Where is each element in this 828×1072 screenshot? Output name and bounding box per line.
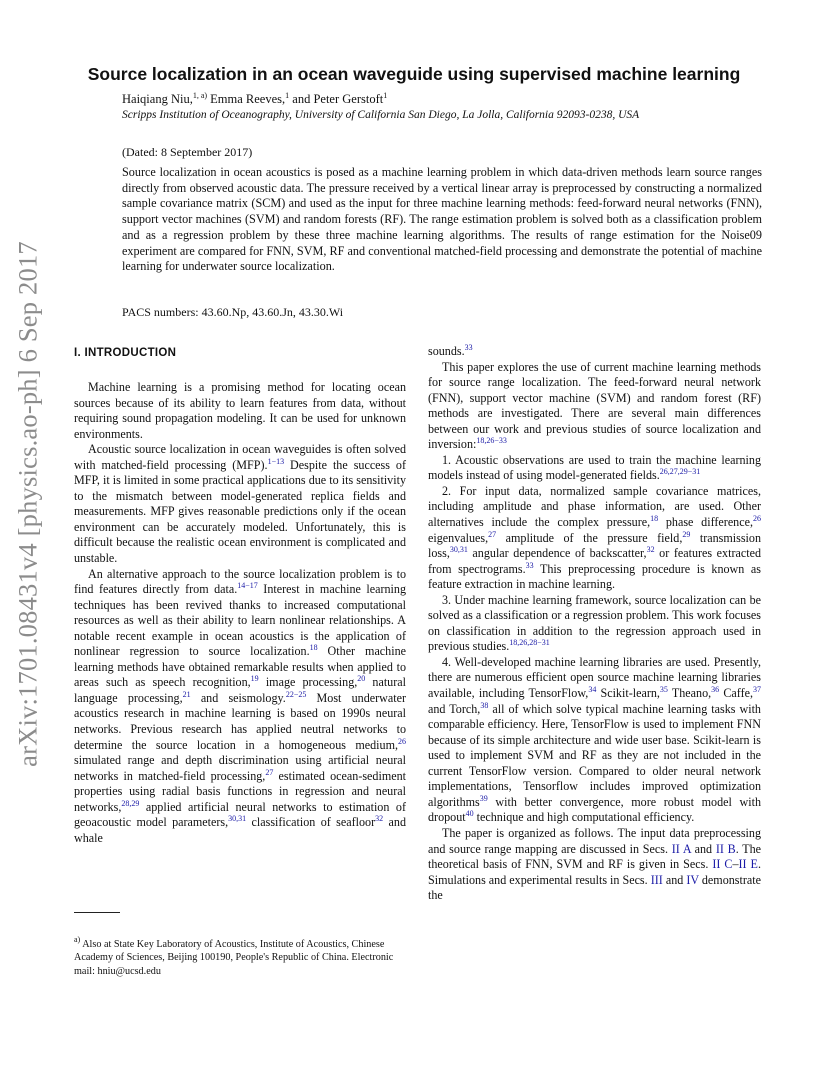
paragraph: 3. Under machine learning framework, source localization can be solved as a classification or a regression problem. This work focuses on classification in addition to the regression approach used in previous studies.$^{18,26,28-31}$: [428, 592, 761, 654]
citation[interactable]: 30,31: [449, 545, 468, 555]
citation[interactable]: 1−13: [267, 456, 285, 466]
paragraph: 1. Acoustic observations are used to train the machine learning models instead of using model-generated fields.$^{26,27,29-31}$: [428, 452, 761, 483]
author-name: and Peter Gerstoft: [289, 92, 384, 106]
citation[interactable]: 22−25: [285, 689, 307, 699]
citation[interactable]: 33: [464, 343, 473, 352]
citation[interactable]: 26,27,29−31: [659, 467, 701, 477]
author-list: [122, 92, 387, 107]
citation[interactable]: 26: [398, 736, 406, 746]
citation[interactable]: 18: [650, 514, 659, 524]
author-name: Emma Reeves,: [207, 92, 286, 106]
citation[interactable]: 32: [646, 545, 655, 555]
paragraph: 2. For input data, normalized sample covariance matrices, including amplitude and phase information, are used. Other alternatives include the complex pressure,$^{18}$ phase difference,$^{26}$ eigenvalues,$^{27}$ amplitude of the pressure field,$^{29}$ transmission loss,$^{30,31}$ angular dependence of backscatter,$^{32}$ or features extracted from spectrograms.$^{33}$ This preprocessing procedure is known as feature extraction in machine learning.: [428, 483, 761, 592]
paragraph: 4. Well-developed machine learning libraries are used. Presently, there are numerous efficient open source machine learning libraries available, including TensorFlow,$^{34}$ Scikit-learn,$^{35}$ Theano,$^{36}$ Caffe,$^{37}$ and Torch,$^{38}$ all of which solve typical machine learning tasks with comparable efficiency. Here, TensorFlow is used to implement FNN because of its simple architecture and wide user base. Scikit-learn is used to implement SVM and RF as they are not included in the current TensorFlow version. Compared to older neural network implementations, Tensorflow includes improved optimization algorithms$^{39}$ with better convergence, more robust model with dropout$^{40}$ technique and high computational efficiency.: [428, 654, 762, 825]
footnote: [74, 935, 406, 978]
paragraph: This paper explores the use of current machine learning methods for source range localization. The feed-forward neural network (FNN), support vector machine (SVM) and random forest (RF) methods are investigated. There are several main differences between our work and previous studies of source localization and inversion:$^{18,26-33}$: [428, 359, 761, 452]
arxiv-stamp-text: arXiv:1701.08431v4 [physics.ao-ph] 6 Sep 2017: [12, 241, 43, 767]
date-line: (Dated: 8 September 2017): [122, 145, 253, 159]
citation[interactable]: 37: [753, 685, 762, 695]
citation[interactable]: 28,29: [121, 798, 140, 808]
citation[interactable]: 26: [753, 514, 761, 524]
section-ref-link[interactable]: III: [650, 872, 663, 887]
paragraph: sounds.$^{33}$: [428, 343, 473, 358]
citation[interactable]: 14−17: [237, 581, 258, 591]
citation[interactable]: 33: [525, 560, 534, 570]
citation[interactable]: 30,31: [228, 814, 247, 824]
citation[interactable]: 27: [488, 529, 497, 539]
pacs-numbers: PACS numbers: 43.60.Np, 43.60.Jn, 43.30.Wi: [122, 305, 344, 319]
author-name: Haiqiang Niu,: [122, 92, 193, 106]
section-ref-link[interactable]: II A: [671, 841, 691, 856]
citation[interactable]: 19: [250, 674, 259, 684]
right-column: [428, 344, 761, 904]
citation[interactable]: 36: [711, 685, 720, 695]
paragraph: Machine learning is a promising method for locating ocean sources because of its ability to learn features from data, without requiring sound propagation modeling. It can be used for unknown environments.: [74, 380, 406, 441]
paragraph: Acoustic source localization in ocean waveguides is often solved with matched-field processing (MFP).$^{1-13}$ Despite the success of MFP, it is limited in some practical applications due to its sensitivity to the mismatch between model-generated replica fields and measurements. MFP gives reasonable predictions only if the ocean environment can be accurately modeled. Unfortunately, this is difficult because the realistic ocean environment is complicated and unstable.: [74, 442, 407, 566]
affil-mark: 1: [285, 91, 290, 100]
section-heading: I. INTRODUCTION: [74, 347, 177, 359]
citation[interactable]: 27: [265, 767, 274, 777]
paragraph: An alternative approach to the source localization problem is to find features directly from data.$^{14-17}$ Interest in machine learning techniques has been revived thanks to increased computational resources as well as their ability to learn nonlinear relationships. A notable recent example in ocean acoustics is the application of nonlinear regression to source localization.$^{18}$ Other machine learning methods have obtained remarkable results when applied to areas such as speech recognition,$^{19}$ image processing,$^{20}$ natural language processing,$^{21}$ and seismology.$^{22-25}$ Most underwater acoustics research in machine learning is based on 1990s neural networks. Previous research has applied neutral networks to determine the source location in a homogeneous medium,$^{26}$ simulated range and depth discrimination using artificial neural networks in matched-field processing,$^{27}$ estimated ocean-sediment properties using radial basis functions in regression and neural networks,$^{28,29}$ applied artificial neural networks to estimation of geoacoustic model parameters,$^{30,31}$ classification of seafloor$^{32}$ and whale: [74, 566, 407, 845]
citation[interactable]: 34: [588, 685, 597, 695]
citation[interactable]: 38: [480, 700, 489, 710]
affil-mark[interactable]: 1, a): [192, 91, 208, 100]
affiliation: Scripps Institution of Oceanography, University of California San Diego, La Jolla, California 92093-0238, USA: [122, 109, 640, 121]
footnote-mark: a): [74, 935, 81, 944]
citation[interactable]: 18,26−33: [476, 436, 507, 446]
footnote-rule: [74, 912, 120, 913]
arxiv-stamp: [10, 234, 46, 774]
affil-mark: 1: [383, 91, 388, 100]
abstract: Source localization in ocean acoustics is posed as a machine learning problem in which data-driven methods learn source ranges directly from observed acoustic data. The pressure received by a vertical linear array is preprocessed by constructing a normalized sample covariance matrix (SCM) and used as the input for three machine learning methods: feed-forward neural networks (FNN), support vector machines (SVM) and random forests (RF). The range estimation problem is solved both as a classification problem and as a regression problem by these three machine learning algorithms. The results of range estimation for the Noise09 experiment are compared for FNN, SVM, RF and conventional matched-field processing and demonstrate the potential of machine learning for underwater source localization.: [122, 165, 762, 274]
citation[interactable]: 32: [375, 814, 384, 824]
citation[interactable]: 40: [465, 809, 474, 819]
citation[interactable]: 18: [309, 643, 318, 653]
citation[interactable]: 39: [479, 793, 488, 803]
paper-title: Source localization in an ocean waveguide using supervised machine learning: [87, 64, 741, 84]
footnote-text: Also at State Key Laboratory of Acoustics, Institute of Acoustics, Chinese Academy of Sciences, Beijing 100190, People's Republic of China. Electronic mail: hniu@ucsd.edu: [74, 939, 394, 977]
citation[interactable]: 20: [357, 674, 366, 684]
section-ref-link[interactable]: II E: [738, 857, 758, 872]
citation[interactable]: 29: [682, 529, 691, 539]
citation[interactable]: 21: [182, 689, 191, 699]
citation[interactable]: 35: [659, 685, 668, 695]
left-column: [74, 380, 406, 846]
paragraph: The paper is organized as follows. The input data preprocessing and source range mapping are discussed in Secs. II A and II B. The theoretical basis of FNN, SVM and RF is given in Secs. II C–II E. Simulations and experimental results in Secs. III and IV demonstrate the: [428, 825, 762, 903]
section-ref-link[interactable]: II B: [715, 841, 736, 856]
section-ref-link[interactable]: IV: [686, 872, 699, 887]
section-ref-link[interactable]: II C: [712, 857, 733, 872]
citation[interactable]: 18,26,28−31: [509, 638, 550, 648]
